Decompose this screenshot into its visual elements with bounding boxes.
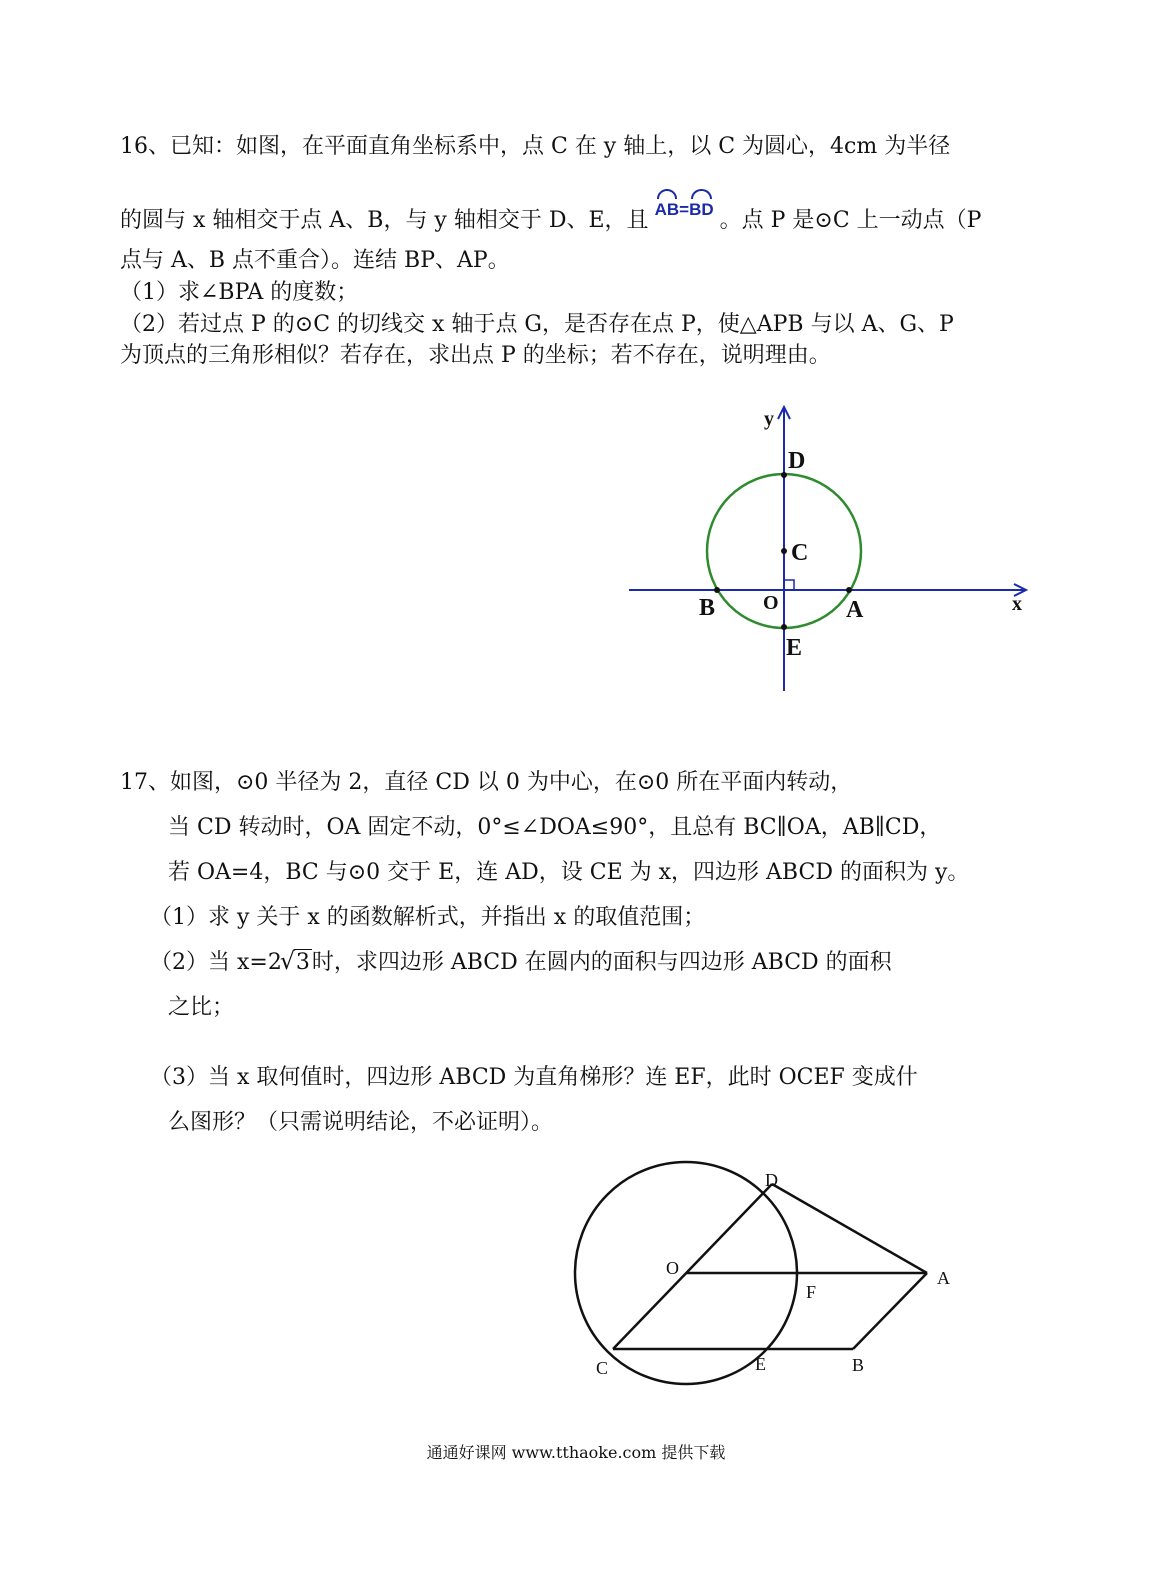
- label-b: B: [852, 1355, 865, 1375]
- arc-equation: [655, 200, 714, 219]
- q17-line3: 若 OA=4，BC 与⊙0 交于 E，连 AD，设 CE 为 x，四边形 ABCD 的面积为 y。: [168, 860, 970, 885]
- label-c: C: [791, 540, 809, 566]
- label-d: D: [765, 1170, 778, 1190]
- q16-line1: 16、已知：如图，在平面直角坐标系中，点 C 在 y 轴上，以 C 为圆心，4cm 为半径: [120, 134, 951, 159]
- point-e: [781, 624, 787, 630]
- footer-credit: 通通好课网 www.tthaoke.com 提供下载: [426, 1443, 726, 1462]
- q16-line2-a: 的圆与 x 轴相交于点 A、B，与 y 轴相交于 D、E，且: [120, 208, 649, 233]
- label-f: F: [806, 1282, 817, 1302]
- label-y: y: [764, 408, 774, 430]
- right-angle-mark: [784, 580, 794, 590]
- q17-line2: 当 CD 转动时，OA 固定不动，0°≤∠DOA≤90°，且总有 BC∥OA，AB∥CD，: [168, 815, 942, 840]
- q17-part2-b: 时，求四边形 ABCD 在圆内的面积与四边形 ABCD 的面积: [311, 950, 892, 975]
- label-a: A: [937, 1268, 950, 1288]
- q17-line1: 17、如图，⊙0 半径为 2，直径 CD 以 0 为中心，在⊙0 所在平面内转动，: [120, 770, 853, 795]
- label-o: O: [763, 592, 779, 614]
- sqrt-radicand: 3: [295, 950, 310, 975]
- segment-cd: [613, 1184, 772, 1349]
- q17-part1: （1）求 y 关于 x 的函数解析式，并指出 x 的取值范围；: [150, 905, 706, 930]
- point-a: [846, 587, 852, 593]
- segment-ab: [853, 1273, 927, 1349]
- figure-16: [620, 395, 1040, 700]
- q16-line3: 点与 A、B 点不重合）。连结 BP、AP。: [120, 248, 510, 273]
- arc-bd: BD: [689, 195, 714, 225]
- arc-ab: AB: [655, 195, 680, 225]
- label-x: x: [1012, 593, 1022, 615]
- label-o: O: [666, 1258, 679, 1278]
- point-c: [781, 548, 787, 554]
- label-c: C: [596, 1358, 609, 1378]
- q16-line2: [120, 200, 982, 237]
- arc-eq-sign: =: [679, 200, 690, 219]
- figure-17: [540, 1150, 980, 1390]
- q17-part2-a: （2）当 x=2: [150, 950, 282, 975]
- q17-part3a: （3）当 x 取何值时，四边形 ABCD 为直角梯形？连 EF，此时 OCEF 变成什: [150, 1065, 918, 1090]
- q17-part3b: 么图形？（只需说明结论，不必证明）。: [168, 1110, 554, 1135]
- label-e: E: [786, 635, 803, 661]
- q16-part2a: （2）若过点 P 的⊙C 的切线交 x 轴于点 G，是否存在点 P，使△APB 与以 A、G、P: [120, 312, 954, 337]
- label-d: D: [788, 448, 806, 474]
- q16-part1: （1）求∠BPA 的度数；: [120, 280, 359, 305]
- q16-part2b: 为顶点的三角形相似？若存在，求出点 P 的坐标；若不存在，说明理由。: [120, 343, 831, 368]
- label-a: A: [846, 597, 864, 623]
- q16-line2-b: 。点 P 是⊙C 上一动点（P: [719, 208, 982, 233]
- q17-part2c: 之比；: [168, 995, 235, 1020]
- q17-part2: [150, 948, 892, 978]
- point-b: [714, 587, 720, 593]
- label-e: E: [755, 1354, 766, 1374]
- label-b: B: [699, 595, 716, 621]
- sqrt-symbol: [282, 948, 312, 978]
- point-d: [781, 472, 787, 478]
